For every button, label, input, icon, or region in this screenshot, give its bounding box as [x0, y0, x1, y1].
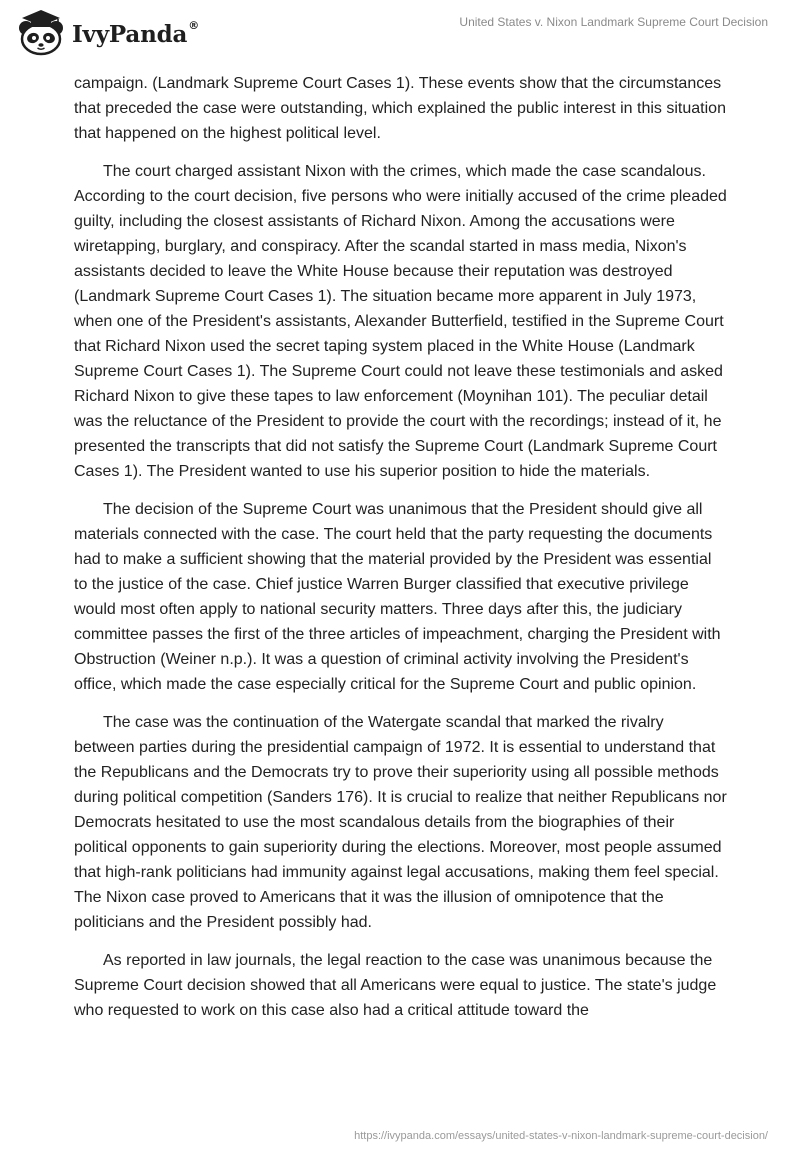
essay-body — [74, 71, 728, 1036]
paragraph: The case was the continuation of the Watergate scandal that marked the rivalry between parties during the presidential campaign of 1972. It is essential to understand that the Republicans and the Democrats try to prove their superiority using all possible methods during political competition (Sanders 176). It is crucial to realize that neither Republicans nor Democrats hesitated to use the most scandalous details from the biographies of their political opponents to gain superiority during the elections. Moreover, most people assumed that high-rank politicians had immunity against legal accusations, making them feel special. The Nixon case proved to Americans that it was the illusion of omnipotence that the politicians and the President possibly had. — [74, 714, 727, 931]
paragraph: The court charged assistant Nixon with the crimes, which made the case scandalous. According to the court decision, five persons who were initially accused of the crime pleaded guilty, including the closest assistants of Richard Nixon. Among the accusations were wiretapping, burglary, and conspiracy. After the scandal started in mass media, Nixon's assistants decided to leave the White House because their reputation was destroyed (Landmark Supreme Court Cases 1). The situation became more apparent in July 1973, when one of the President's assistants, Alexander Butterfield, testified in the Supreme Court that Richard Nixon used the secret taping system placed in the White House (Landmark Supreme Court Cases 1). The Supreme Court could not leave these testimonials and asked Richard Nixon to give these tapes to law enforcement (Moynihan 101). The peculiar detail was the reluctance of the President to provide the court with the recordings; instead of it, he presented the transcripts that did not satisfy the Supreme Court (Landmark Supreme Court Cases 1). The President wanted to use his superior position to hide the materials. — [74, 163, 727, 480]
ivypanda-logo[interactable] — [14, 8, 199, 56]
logo-text: IvyPanda — [72, 20, 188, 48]
paragraph: campaign. (Landmark Supreme Court Cases 1). These events show that the circumstances that preceded the case were outstanding, which explained the public interest in this situation that happened on the highest political level. — [74, 75, 726, 142]
source-url[interactable]: https://ivypanda.com/essays/united-states-v-nixon-landmark-supreme-court-decision/ — [354, 1130, 768, 1142]
document-title: United States v. Nixon Landmark Supreme Court Decision — [459, 15, 768, 29]
logo-wordmark — [72, 18, 199, 48]
paragraph: The decision of the Supreme Court was unanimous that the President should give all materials connected with the case. The court held that the party requesting the documents had to make a sufficient showing that the material provided by the President was essential to the justice of the case. Chief justice Warren Burger classified that executive privilege would most often apply to national security matters. Three days after this, the judiciary committee passes the first of the three articles of impeachment, charging the President with Obstruction (Weiner n.p.). It was a question of criminal activity involving the President's office, which made the case especially critical for the Supreme Court and public opinion. — [74, 501, 721, 693]
page-header — [0, 0, 800, 64]
panda-graduate-icon — [14, 8, 68, 56]
paragraph: As reported in law journals, the legal reaction to the case was unanimous because the Supreme Court decision showed that all Americans were equal to justice. The state's judge who requested to work on this case also had a critical attitude toward the — [74, 952, 717, 1019]
registered-mark: ® — [188, 18, 199, 32]
